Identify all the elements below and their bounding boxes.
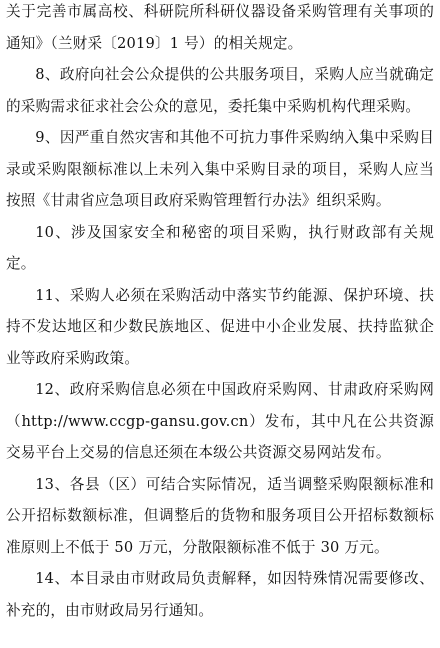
paragraph-item-11: 11、采购人必须在采购活动中落实节约能源、保护环境、扶持不发达地区和少数民族地区、促进中小企业发展、扶持监狱企业等政府采购政策。 [6, 286, 434, 367]
paragraph-item-14: 14、本目录由市财政局负责解释，如因特殊情况需要修改、补充的，由市财政局另行通知。 [6, 570, 434, 619]
paragraph-item-8: 8、政府向社会公众提供的公共服务项目，采购人应当就确定的采购需求征求社会公众的意见，委托集中采购机构代理采购。 [6, 66, 434, 115]
paragraph-continuation: 关于完善市属高校、科研院所科研仪器设备采购管理有关事项的通知》（兰财采〔2019〕1 号）的相关规定。 [6, 3, 434, 52]
paragraph-item-12: 12、政府采购信息必须在中国政府采购网、甘肃政府采购网（http://www.ccgp-gansu.gov.cn）发布，其中凡在公共资源交易平台上交易的信息还须在本级公共资源交易网站发布。 [6, 381, 434, 461]
paragraph-item-13: 13、各县（区）可结合实际情况，适当调整采购限额标准和公开招标数额标准，但调整后的货物和服务项目公开招标数额标准原则上不低于 50 万元，分散限额标准不低于 30 万元。 [6, 475, 434, 556]
paragraph-item-10: 10、涉及国家安全和秘密的项目采购，执行财政部有关规定。 [6, 223, 434, 272]
paragraph-item-9: 9、因严重自然灾害和其他不可抗力事件采购纳入集中采购目录或采购限额标准以上未列入集中采购目录的项目，采购人应当按照《甘肃省应急项目政府采购管理暂行办法》组织采购。 [6, 129, 434, 209]
